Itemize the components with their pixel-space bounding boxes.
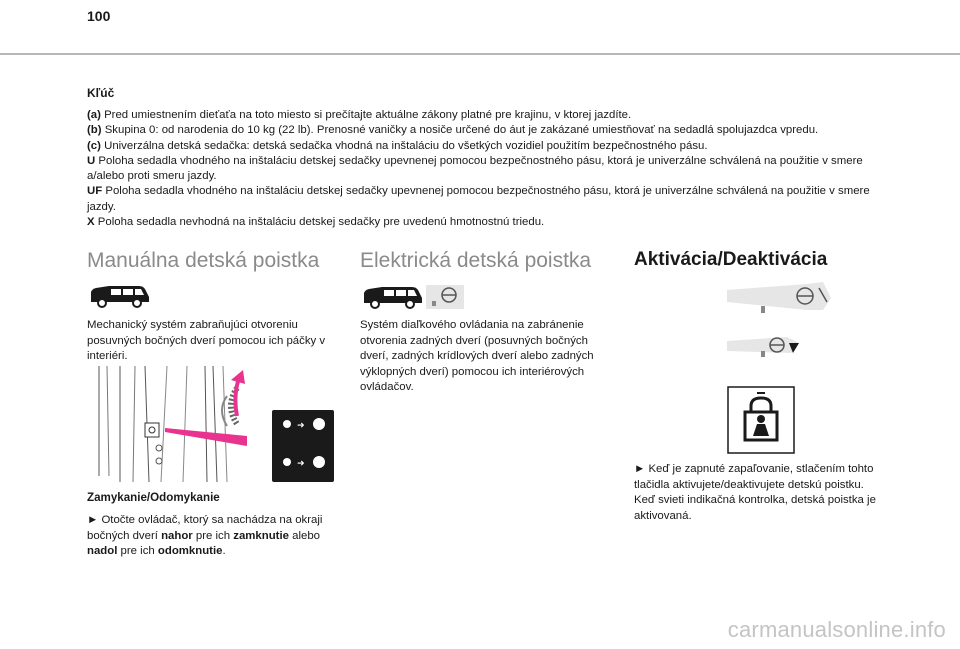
key-label: U bbox=[87, 154, 96, 167]
key-label: X bbox=[87, 216, 95, 229]
key-list bbox=[87, 108, 887, 230]
text-bold: odomknutie bbox=[157, 545, 223, 557]
key-label: (c) bbox=[87, 139, 101, 152]
watermark: carmanualsonline.info bbox=[727, 617, 946, 642]
key-line bbox=[87, 123, 887, 138]
text-run: alebo bbox=[288, 529, 321, 542]
van-with-lock-icon bbox=[360, 283, 466, 311]
key-line bbox=[87, 108, 887, 123]
manual-lock-description bbox=[87, 318, 347, 365]
key-label: (b) bbox=[87, 124, 102, 137]
key-line bbox=[87, 139, 887, 154]
manual-lock-heading: Manuálna detská poistka bbox=[87, 249, 320, 272]
key-text: Skupina 0: od narodenia do 10 kg (22 lb). Prenosné vaničky a nosiče určené do áut je zakázané umiestňovať na sedadlá spolujazdca vpredu. bbox=[101, 124, 819, 137]
key-title: Kľúč bbox=[87, 86, 115, 100]
door-lock-illustration bbox=[87, 366, 337, 482]
page-number: 100 bbox=[87, 8, 111, 24]
text-line: Keď svieti indikačná kontrolka, detská poistka je bbox=[634, 494, 876, 506]
text-line: interiéri. bbox=[87, 350, 128, 362]
text-line: tlačidla aktivujete/deaktivujete detskú poistku. bbox=[634, 478, 864, 491]
text-run: bočných dverí bbox=[87, 529, 162, 542]
svg-text:➜: ➜ bbox=[297, 421, 305, 431]
dashboard-lock-icon bbox=[727, 333, 801, 361]
text-bold: zamknutie bbox=[233, 529, 289, 542]
text-line: posuvných bočných dverí pomocou ich páčky v bbox=[87, 334, 326, 347]
svg-text:➜: ➜ bbox=[297, 459, 305, 469]
text-bold: nadol bbox=[87, 545, 118, 557]
key-text: Poloha sedadla nevhodná na inštaláciu detskej sedačky pre uvedenú hmotnostnú triedu. bbox=[94, 216, 545, 229]
text-run: . bbox=[222, 545, 226, 557]
key-text: Poloha sedadla vhodného na inštaláciu detskej sedačky upevnenej pomocou bezpečnostného pásu, ktorá je univerzálne schválená na použitie v smere jazdy. bbox=[87, 185, 870, 213]
text-line: ► Keď je zapnuté zapaľovanie, stlačením tohto bbox=[634, 463, 874, 475]
door-panel-lock-icon bbox=[727, 280, 833, 320]
header-rule bbox=[0, 53, 960, 55]
key-text: Univerzálna detská sedačka: detská sedačka vhodná na inštaláciu do všetkých vozidiel použitím bezpečnostného pásu. bbox=[100, 139, 708, 152]
child-lock-button-icon bbox=[727, 386, 795, 454]
key-text: Pred umiestnením dieťaťa na toto miesto si prečítajte aktuálne zákony platné pre krajinu, v ktorej jazdíte. bbox=[100, 109, 632, 121]
key-label: (a) bbox=[87, 109, 101, 121]
text-line: výklopných dverí) pomocou ich interiérových bbox=[360, 365, 585, 378]
text-line: Mechanický systém zabraňujúci otvoreniu bbox=[87, 319, 298, 331]
text-line: aktivovaná. bbox=[634, 509, 692, 522]
text-line bbox=[87, 544, 349, 560]
key-text: Poloha sedadla vhodného na inštaláciu detskej sedačky upevnenej pomocou bezpečnostného pásu, ktorá je univerzálne schválená na použitie v smere a/alebo proti smeru jazdy. bbox=[87, 154, 863, 183]
text-line: dverí, zadných krídlových dverí alebo zadných bbox=[360, 350, 594, 362]
text-line: ► Otočte ovládač, ktorý sa nachádza na okraji bbox=[87, 514, 323, 526]
text-run: pre ich bbox=[192, 529, 234, 542]
electric-lock-description bbox=[360, 318, 622, 396]
activation-heading: Aktivácia/Deaktivácia bbox=[634, 249, 828, 270]
activation-description bbox=[634, 462, 896, 524]
text-line: ovládačov. bbox=[360, 381, 414, 393]
van-icon bbox=[87, 283, 151, 309]
key-line bbox=[87, 154, 877, 185]
key-label: UF bbox=[87, 185, 103, 198]
text-line: Systém diaľkového ovládania na zabránenie bbox=[360, 319, 584, 331]
electric-lock-heading: Elektrická detská poistka bbox=[360, 249, 592, 272]
key-line bbox=[87, 215, 887, 230]
lock-unlock-subheading: Zamykanie/Odomykanie bbox=[87, 491, 220, 504]
lock-unlock-step bbox=[87, 513, 349, 560]
text-run: pre ich bbox=[117, 545, 158, 557]
text-line bbox=[87, 529, 349, 545]
text-line: otvorenia zadných dverí (posuvných bočných bbox=[360, 334, 588, 347]
text-bold: nahor bbox=[161, 529, 193, 542]
key-line bbox=[87, 184, 877, 215]
